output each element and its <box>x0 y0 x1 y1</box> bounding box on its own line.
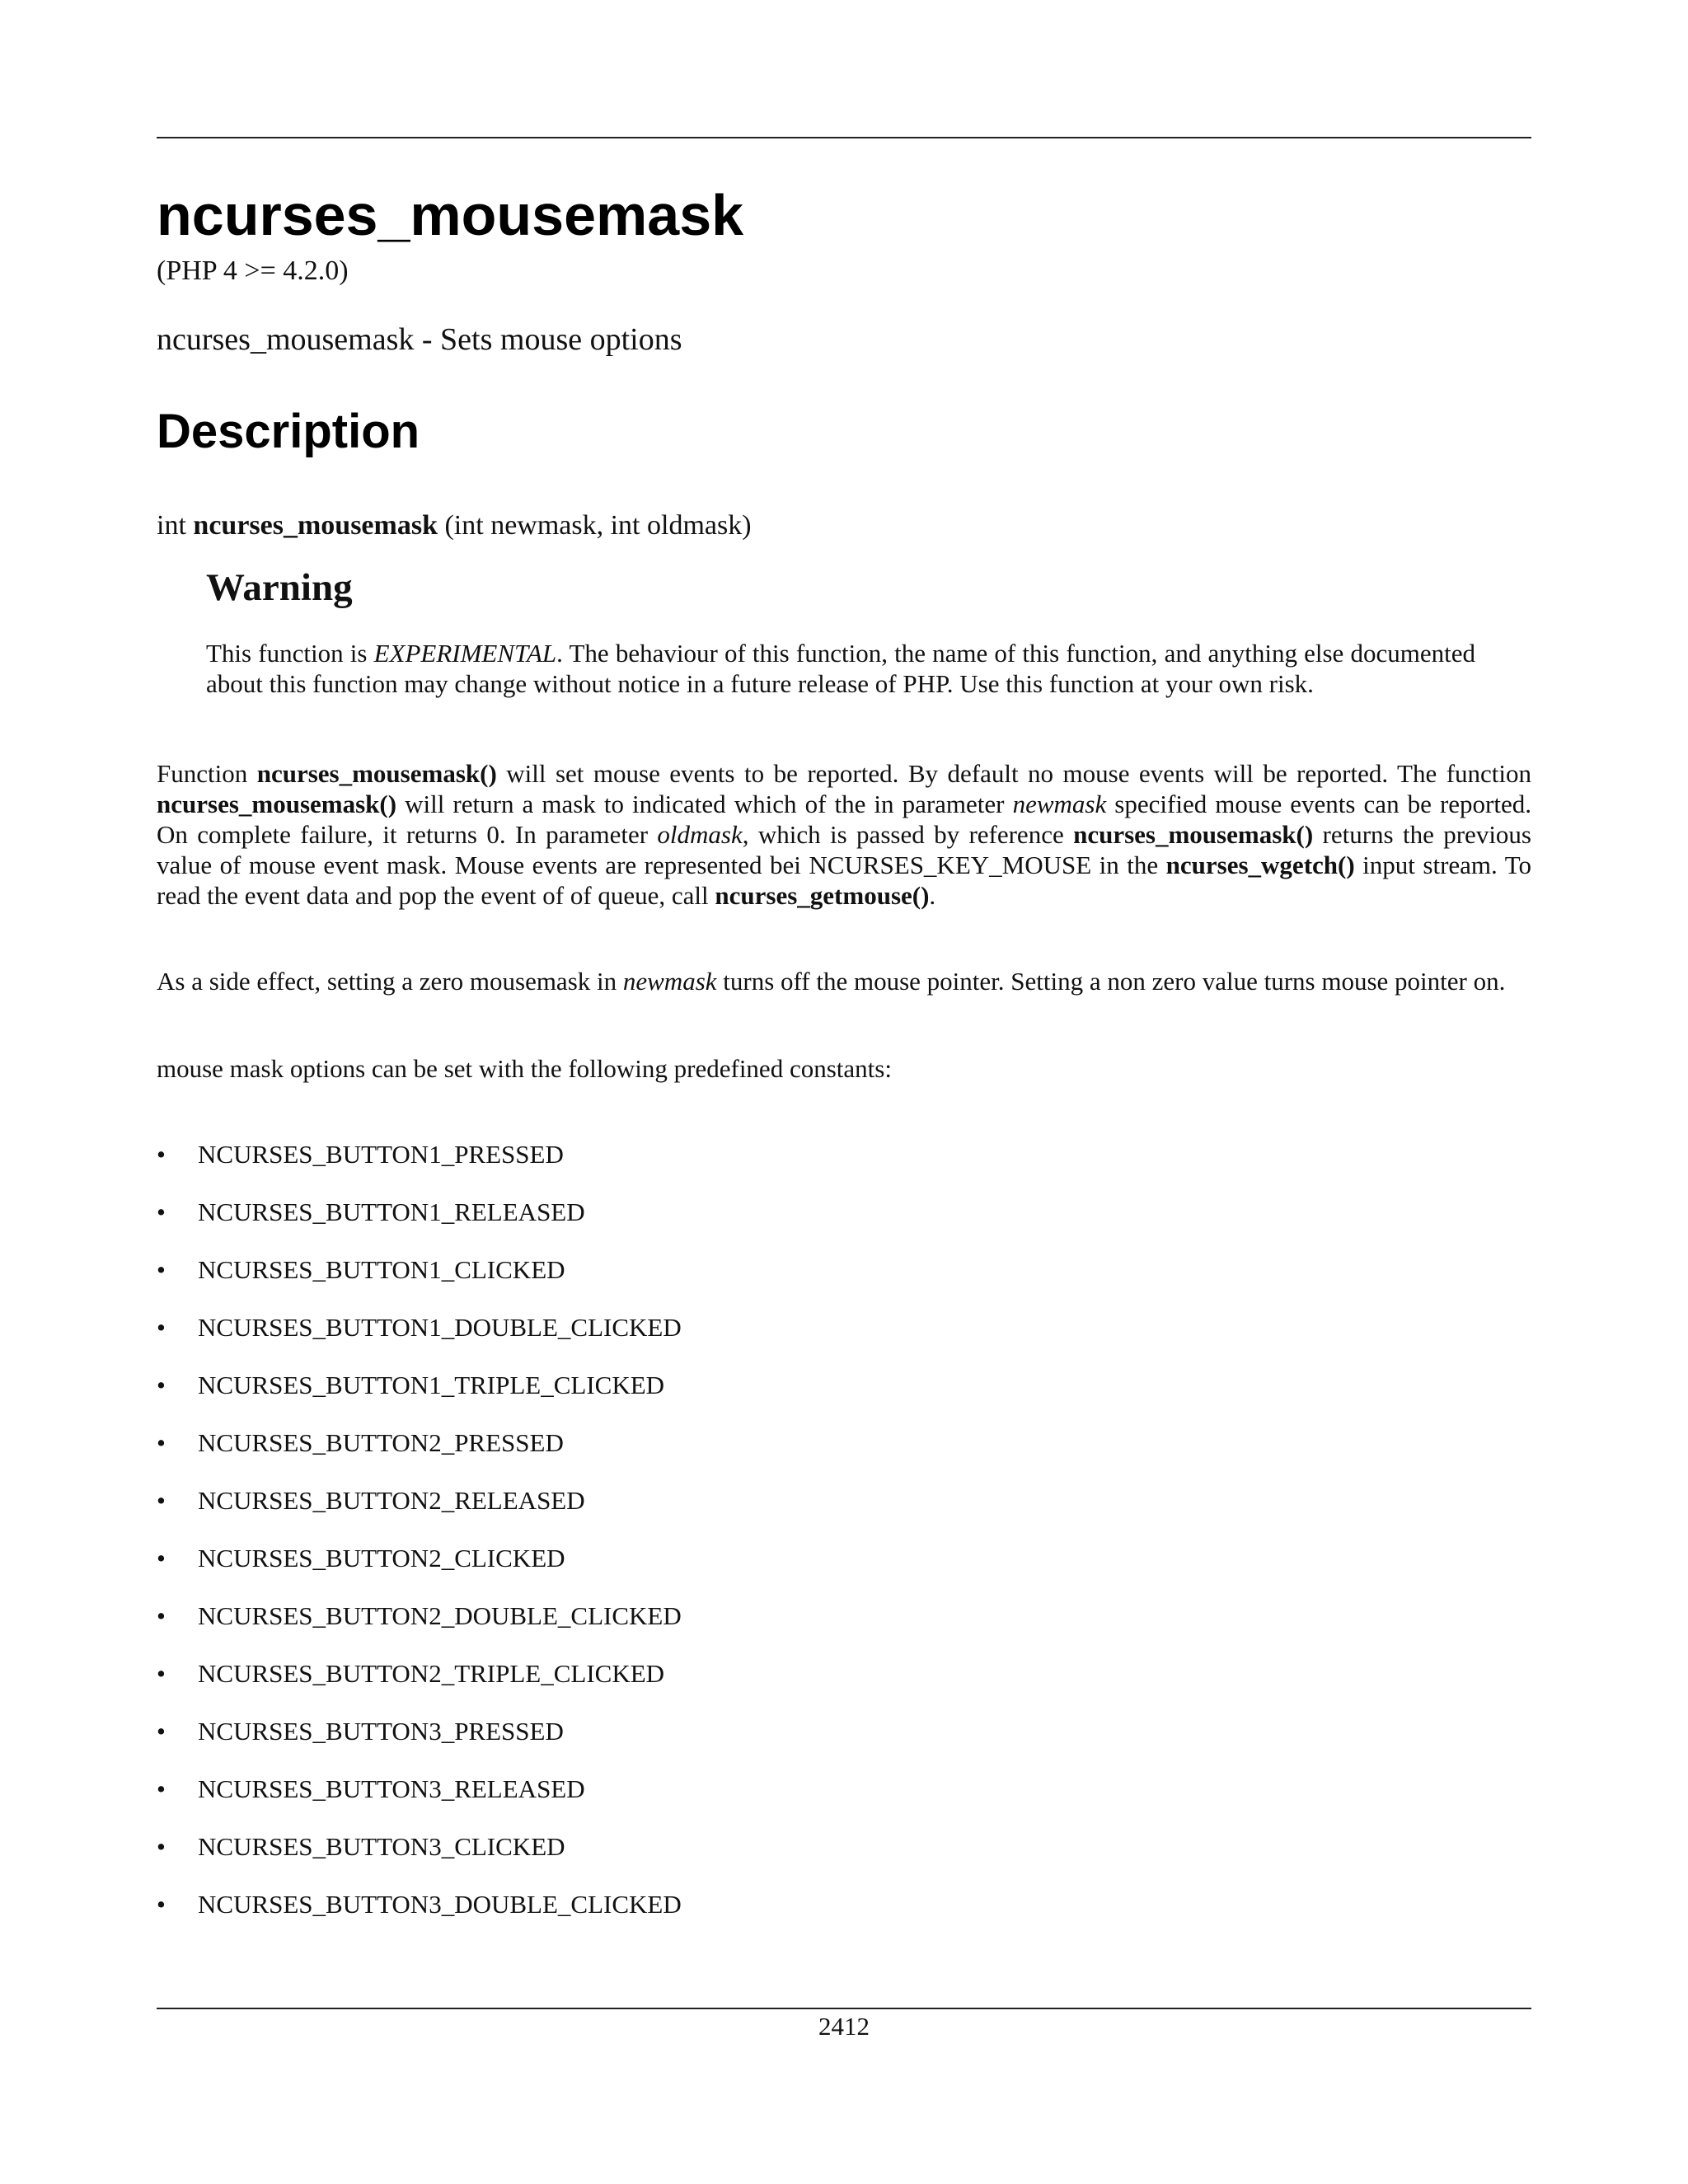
list-item: • NCURSES_BUTTON2_PRESSED <box>157 1428 564 1457</box>
header-rule <box>157 137 1531 138</box>
list-item: • NCURSES_BUTTON2_CLICKED <box>157 1544 565 1572</box>
bullet-icon: • <box>157 1659 166 1688</box>
synopsis-return-type: int <box>157 510 186 541</box>
bullet-icon: • <box>157 1832 166 1861</box>
bullet-icon: • <box>157 1197 166 1226</box>
list-item: • NCURSES_BUTTON2_TRIPLE_CLICKED <box>157 1659 665 1688</box>
bullet-icon: • <box>157 1140 166 1169</box>
list-item: • NCURSES_BUTTON3_PRESSED <box>157 1717 564 1746</box>
bullet-icon: • <box>157 1717 166 1746</box>
bullet-icon: • <box>157 1313 166 1342</box>
warning-title: Warning <box>206 566 353 609</box>
list-item: • NCURSES_BUTTON1_RELEASED <box>157 1197 585 1226</box>
synopsis-function-name: ncurses_mousemask <box>193 510 438 541</box>
section-heading-description: Description <box>157 405 420 458</box>
constants-intro: mouse mask options can be set with the following predefined constants: <box>157 1054 892 1083</box>
list-item: • NCURSES_BUTTON1_PRESSED <box>157 1140 564 1169</box>
list-item: • NCURSES_BUTTON1_DOUBLE_CLICKED <box>157 1313 682 1342</box>
footer-rule <box>157 2008 1531 2009</box>
bullet-icon: • <box>157 1544 166 1572</box>
function-purpose: ncurses_mousemask - Sets mouse options <box>157 322 682 357</box>
list-item: • NCURSES_BUTTON2_DOUBLE_CLICKED <box>157 1601 682 1630</box>
constants-list <box>157 1139 682 1947</box>
warning-text: This function is EXPERIMENTAL. The behaviour of this function, the name of this function, and anything else documented about this function may change without notice in a future release of PHP. Use this function at your own risk. <box>206 639 1475 698</box>
function-synopsis <box>157 509 752 543</box>
bullet-icon: • <box>157 1255 166 1284</box>
list-item: • NCURSES_BUTTON1_TRIPLE_CLICKED <box>157 1371 665 1399</box>
list-item: • NCURSES_BUTTON2_RELEASED <box>157 1486 585 1515</box>
list-item: • NCURSES_BUTTON3_RELEASED <box>157 1774 585 1803</box>
page-number: 2412 <box>818 2012 870 2041</box>
list-item: • NCURSES_BUTTON3_DOUBLE_CLICKED <box>157 1890 682 1919</box>
page-title: ncurses_mousemask <box>157 183 744 247</box>
bullet-icon: • <box>157 1890 166 1919</box>
list-item: • NCURSES_BUTTON3_CLICKED <box>157 1832 565 1861</box>
synopsis-params: (int newmask, int oldmask) <box>444 510 752 541</box>
bullet-icon: • <box>157 1428 166 1457</box>
bullet-icon: • <box>157 1774 166 1803</box>
bullet-icon: • <box>157 1486 166 1515</box>
version-info: (PHP 4 >= 4.2.0) <box>157 255 349 286</box>
bullet-icon: • <box>157 1371 166 1399</box>
bullet-icon: • <box>157 1601 166 1630</box>
side-effect-paragraph: As a side effect, setting a zero mousemask in newmask turns off the mouse pointer. Setting a non zero value turns mouse pointer on. <box>157 967 1506 996</box>
description-paragraph: Function ncurses_mousemask() will set mouse events to be reported. By default no mouse events will be reported. The function ncurses_mousemask() will return a mask to indicated which of the in parameter newmask specified mouse events can be reported. On complete failure, it returns 0. In parameter oldmask, which is passed by reference ncurses_mousemask() returns the previous value of mouse event mask. Mouse events are represented bei NCURSES_KEY_MOUSE in the ncurses_wgetch() input stream. To read the event data and pop the event of of queue, call ncurses_getmouse(). <box>157 759 1531 910</box>
list-item: • NCURSES_BUTTON1_CLICKED <box>157 1255 565 1284</box>
